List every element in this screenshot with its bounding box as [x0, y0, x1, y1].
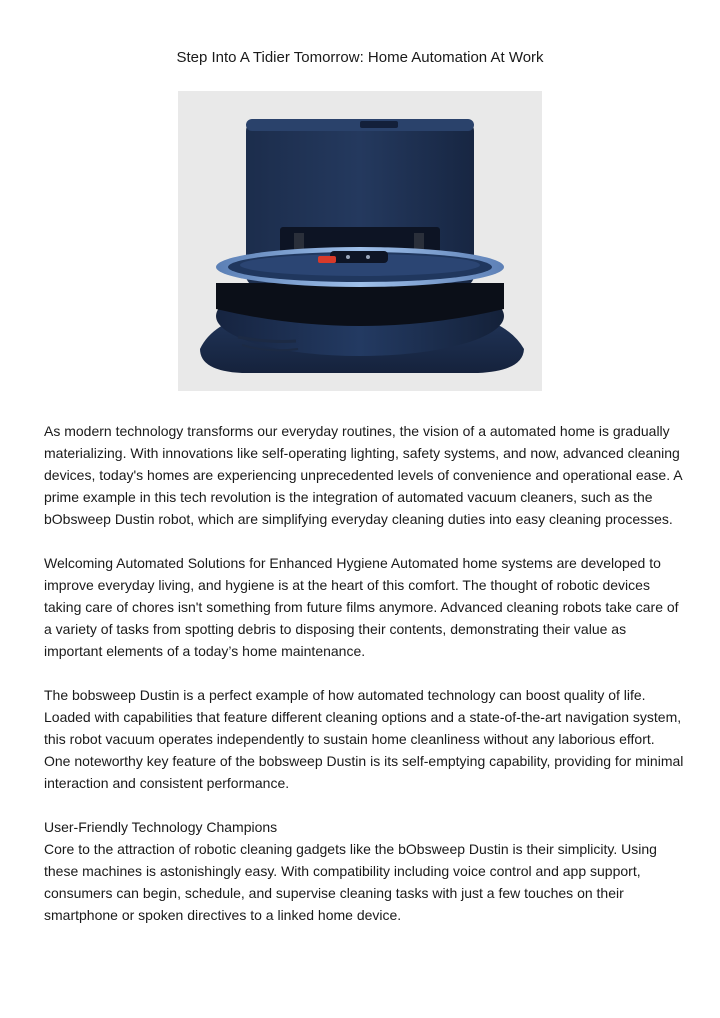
paragraph-hygiene: Welcoming Automated Solutions for Enhanced Hygiene Automated home systems are developed to improve everyday living, and hygiene is at the heart of this comfort. The thought of robotic devices taking care of chores isn't something from future films anymore. Advanced cleaning robots take care of a variety of tasks from spotting debris to disposing their contents, demonstrating their value as important elements of a today’s home maintenance.: [44, 555, 679, 659]
article-body: [44, 420, 684, 948]
paragraph-intro: As modern technology transforms our everyday routines, the vision of a automated home is gradually materializing. With innovations like self-operating lighting, safety systems, and now, advanced cleaning devices, today's homes are experiencing unprecedented levels of convenience and operational ease. A prime example in this tech revolution is the integration of automated vacuum cleaners, such as the bObsweep Dustin robot, which are simplifying everyday cleaning duties into easy cleaning processes.: [44, 423, 682, 527]
page-title: Step Into A Tidier Tomorrow: Home Automation At Work: [176, 49, 544, 66]
robot-vacuum-with-docking-station-icon: [178, 91, 542, 391]
paragraph-dustin: The bobsweep Dustin is a perfect example of how automated technology can boost quality of life. Loaded with capabilities that feature different cleaning options and a state-of-the-art navigation system, this robot vacuum operates independently to sustain home cleanliness without any laborious effort. One noteworthy key feature of the bobsweep Dustin is its self-emptying capability, providing for minimal interaction and consistent performance.: [44, 687, 684, 791]
paragraph-user-friendly: Core to the attraction of robotic cleaning gadgets like the bObsweep Dustin is their simplicity. Using these machines is astonishingly easy. With compatibility including voice control and app support, consumers can begin, schedule, and supervise cleaning tasks with just a few touches on their smartphone or spoken directives to a linked home device.: [44, 841, 657, 923]
hero-image: [178, 91, 542, 391]
section-heading: User-Friendly Technology Champions: [44, 819, 278, 835]
